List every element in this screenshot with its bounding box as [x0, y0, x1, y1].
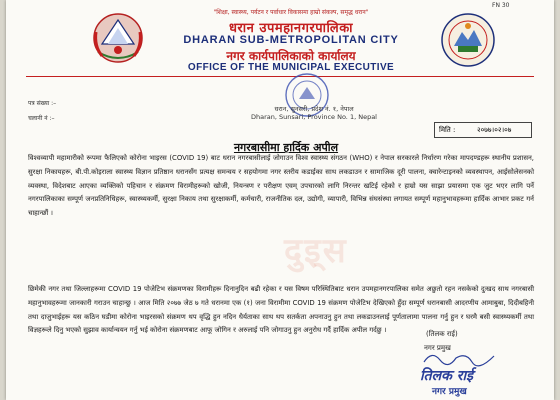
reference-number-label: पत्र संख्या :– [28, 100, 57, 107]
municipality-name-en: DHARAN SUB-METROPOLITAN CITY [183, 34, 399, 46]
signature-icon [422, 348, 502, 368]
office-name-en: OFFICE OF THE MUNICIPAL EXECUTIVE [187, 62, 395, 73]
address-en: Dharan, Sunsari, Province No. 1, Nepal [251, 113, 377, 121]
address-np: धरान, सुनसरी, प्रदेश नं. १, नेपाल [274, 105, 354, 113]
letter-title: नगरबासीमा हार्दिक अपील [233, 141, 339, 154]
municipality-name-np: धरान उपमहानगरपालिका [228, 21, 354, 36]
letter-paragraph-1: विश्वव्यापी महामारीको रूपमा फैलिएको कोरोना भाइरस (COVID 19) बाट धरान नगरबासीलाई जोगाउन विश्व स्वास्थ्य संगठन (WHO) र नेपाल सरकारले निर्धारण गरेका मापदण्डहरू स्थानीय प्रशासन, सुरक्षा निकायहरू, बी.पी.कोइराला स्वास्थ्य विज्ञान प्रतिष्ठान धरानसँग प्रत्यक्ष समन्वय र सहयोगमा नगर स्तरीय कडाईका साथ लकडाउन र सामाजिक दूरी पालना, क्वारेन्टाइनको व्यवस्थापन, आईसोलेसनको व्यवस्था, विदेशबाट आएका व्यक्तिको पहिचान र संक्रमण विरामीहरूको खोजी, नियन्त्रण र परीक्षण एवम् उपचारको लागि निरन्तर खटिई रहेको र हाम्रो यस साझा प्रयासमा एक जुट भएर लागि पर्ने नगरपालिकाका सम्पूर्ण जनप्रतिनिधिहरू, स्वास्थ्यकर्मी, सुरक्षा निकाय तथा सुरक्षाकर्मी, कर्मचारी, राजनीतिक दल, उद्योगी, व्यापारी, विभिन्न संघसंस्था लगायत सम्पूर्ण महानुभावहरूमा हार्दिक आभार प्रकट गर्न चाहान्छौं । [28, 154, 534, 218]
header-divider [26, 76, 534, 77]
date-label: मिति : [439, 126, 456, 134]
nepal-emblem-icon [88, 6, 148, 66]
date-value: २०७७।०२।०७ [477, 126, 512, 134]
signature-block [392, 330, 532, 400]
dispatch-number-label: चलानी नं :– [28, 115, 55, 122]
dharan-logo-icon [438, 10, 498, 70]
stamp-title: नगर प्रमुख [432, 387, 467, 397]
stamp-name: तिलक राई [420, 368, 473, 384]
signatory-title: नगर प्रमुख [424, 344, 451, 352]
office-name-np: नगर कार्यपालिकाको कार्यालय [226, 49, 356, 63]
letter-paragraph-2: छिमेकी नगर तथा जिल्लाहरूमा COVID 19 पोजेटिभ संक्रमणका विरामीहरू दिनानुदिन बढी रहेका र यस विषम परिस्थितिबाट धरान उपमहानगरपालिका समेत अछुतो रहन नसकेको दुःखद साथ नगरबासी महानुभावहरूमा जानकारी गराउन चाहान्छु । आज मिति २०७७ जेठ ७ गते धरानमा एक (१) जना विरामीमा COVID 19 संक्रमण पोजेटिभ देखिएको हुँदा सम्पूर्ण धरानबासी आदरणीय आमाबुबा, दिदीबहिनी तथा दाजुभाईहरू यस कठिन घडीमा कोरोना भाइरसको संक्रमण थप वृद्धि हुन नदिन धैर्यताका साथ थप सतर्कता अपनाउनु हुन तथा लकडाउनलाई पूर्णतालामा पालना गर्नु हुन र घरमै बसी स्वास्थ्यकर्मी तथा विज्ञहरूले दिनु भएको सुझाव कार्यान्वयन गर्नु भई कोरोना संक्रमणबाट आफू जोगिन र अरुलाई पनि जोगाउनु हुन अनुरोध गर्दै हार्दिक अपील गर्दछु । [28, 285, 534, 335]
signatory-name: (तिलक राई) [426, 330, 458, 338]
letter-page [6, 0, 554, 400]
watermark-text: दुइ्स [284, 231, 348, 271]
motto-text: "शिक्षा, स्वास्थ्य, पर्यटन र पर्वाधार विकासमा हाम्रो संकल्प, समृद्ध धरान" [213, 9, 369, 16]
date-box [434, 122, 532, 138]
form-number: FN 30 [492, 2, 510, 9]
